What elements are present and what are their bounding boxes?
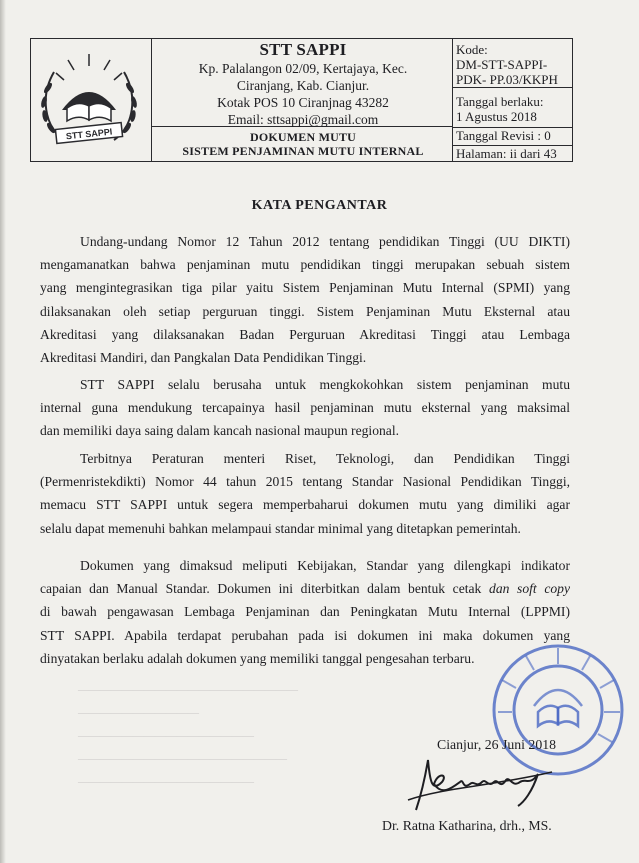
paragraph-3-line: selalu dapat memenuhi bahkan melampaui standar minimal yang ditetapkan pemerintah.: [40, 520, 521, 536]
soft-copy-italic: dan soft copy: [489, 581, 570, 597]
institution-block: [155, 40, 451, 128]
paragraph-1: [40, 230, 570, 369]
email-line: Email: sttsappi@gmail.com: [227, 112, 379, 127]
paragraph-3: [40, 447, 570, 540]
paragraph-1-line: Akreditasi Mandiri, dan Pangkalan Data Pendidikan Tinggi.: [40, 350, 367, 366]
address-line-3: Kotak POS 10 Ciranjnag 43282: [217, 95, 389, 110]
paragraph-4-line: [40, 577, 570, 600]
place-date: Cianjur, 26 Juni 2018: [437, 737, 557, 752]
stt-sappi-logo: [34, 48, 144, 158]
bleed-through-text: ———————————————————: [78, 753, 287, 765]
paragraph-2-line: dan memiliki daya saing dalam kancah nasional maupun regional.: [40, 423, 399, 439]
tanggal-label: Tanggal berlaku:: [456, 94, 544, 109]
paragraph-3-line-1: Terbitnya Peraturan menteri Riset, Teknologi, dan Pendidikan Tinggi: [80, 451, 570, 466]
tanggal-value: 1 Agustus 2018: [456, 109, 537, 124]
kode-cell: [456, 42, 558, 87]
paragraph-3-line: [40, 447, 570, 470]
header-divider-right: [452, 39, 453, 161]
header-divider-left: [151, 39, 152, 161]
kode-label: Kode:: [456, 42, 488, 57]
paragraph-1-line: Akreditasi yang dilaksanakan Badan Perguruan Akreditasi Tinggi atau Lembaga: [40, 326, 570, 342]
halaman-cell: Halaman: ii dari 43: [456, 146, 557, 161]
bleed-through-text: ————————————————: [78, 730, 254, 742]
revisi-cell: Tanggal Revisi : 0: [456, 128, 551, 143]
paragraph-2-line-1: STT SAPPI selalu berusaha untuk mengkokohkan sistem penjaminan mutu: [80, 377, 570, 392]
paragraph-1-line: [40, 230, 570, 253]
paragraph-4-line: dinyatakan berlaku adalah dokumen yang memiliki tanggal pengesahan terbaru.: [40, 650, 475, 666]
bleed-through-text: ———————————: [78, 707, 199, 719]
paragraph-4-line: STT SAPPI. Apabila terdapat perubahan pada isi dokumen ini maka dokumen yang: [40, 627, 570, 643]
paragraph-4-line-2: capaian dan Manual Standar. Dokumen ini diterbitkan dalam bentuk cetak: [40, 581, 482, 597]
header-divider-kode: [452, 87, 573, 88]
kode-line-2: PDK- PP.03/KKPH: [456, 72, 558, 87]
tanggal-cell: [456, 94, 544, 124]
paragraph-4-line: di bawah pengawasan Lembaga Penjaminan dan Peningkatan Mutu Internal (LPPMI): [40, 604, 570, 620]
page-title: KATA PENGANTAR: [251, 198, 388, 213]
document-type: [155, 130, 451, 158]
page-edge-shadow: [0, 0, 6, 863]
document-type-line-2: SISTEM PENJAMINAN MUTU INTERNAL: [182, 144, 424, 158]
paragraph-3-line: (Permenristekdikti) Nomor 44 tahun 2015 tentang Standar Nasional Pendidikan Tinggi,: [40, 474, 570, 490]
bleed-through-text: ————————————————————: [78, 684, 298, 696]
logo-text: STT SAPPI: [65, 126, 113, 142]
address-line-1: Kp. Palalangon 02/09, Kertajaya, Kec.: [198, 61, 408, 76]
paragraph-4-line: [40, 554, 570, 577]
paragraph-1-line-1: Undang-undang Nomor 12 Tahun 2012 tentang pendidikan Tinggi (UU DIKTI): [80, 234, 570, 249]
paragraph-1-line: mengamanatkan bahwa penjaminan mutu pendidikan tinggi merupakan sebuah sistem: [40, 257, 570, 273]
institution-name: STT SAPPI: [259, 40, 347, 59]
address-line-2: Ciranjang, Kab. Cianjur.: [236, 78, 370, 93]
bleed-through-text: ————————————————: [78, 776, 254, 788]
paragraph-2-line: [40, 373, 570, 396]
paragraph-4-line-1: Dokumen yang dimaksud meliputi Kebijakan, Standar yang dilengkapi indikator: [80, 558, 570, 573]
paragraph-1-line: dilaksanakan oleh setiap perguruan tinggi. Sistem Penjaminan Mutu Eksternal atau: [40, 303, 570, 319]
paragraph-2-line: internal guna mendukung tercapainya hasil penjaminan mutu eksternal yang maksimal: [40, 400, 570, 416]
signature: [402, 752, 562, 814]
paragraph-3-line: memacu STT SAPPI untuk segera memperbaharui dokumen mutu yang dimiliki agar: [40, 497, 570, 513]
paragraph-2: [40, 373, 570, 443]
paragraph-1-line: yang mengintegrasikan tiga pilar yaitu Sistem Penjaminan Mutu Internal (SPMI) yang: [40, 280, 570, 296]
kode-line-1: DM-STT-SAPPI-: [456, 57, 548, 72]
signer-name: Dr. Ratna Katharina, drh., MS.: [382, 818, 552, 833]
document-type-line-1: DOKUMEN MUTU: [249, 130, 357, 144]
